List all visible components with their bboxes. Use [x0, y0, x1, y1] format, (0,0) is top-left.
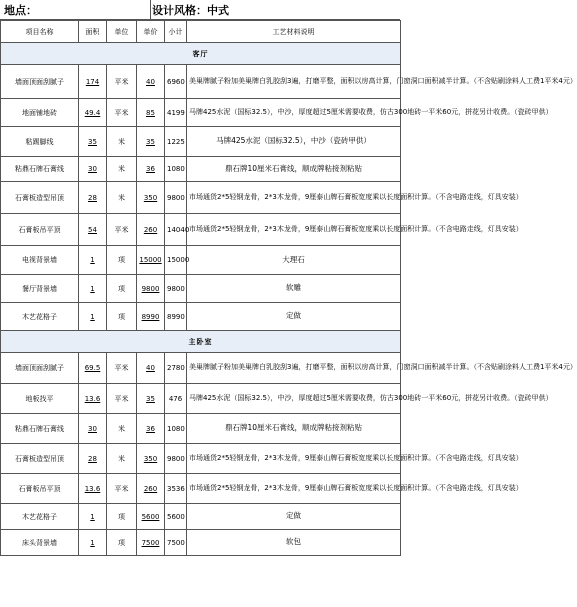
- area-cell: 54: [79, 214, 107, 246]
- unit-cell: 米: [107, 414, 137, 444]
- table-row: [1, 530, 401, 556]
- material-description-cell: 市场通货2*5轻钢龙骨，2*3木龙骨，9厘泰山牌石膏板宽度乘以长度面积计算。（不含电路走线，灯具安装）: [187, 444, 401, 474]
- item-name-cell: 石膏板造型吊顶: [1, 444, 79, 474]
- material-description-cell: 马牌425水泥（国标32.5），中沙，厚度超过5厘米需要收费，仿古300地砖一平米60元，拼花另计收费。（瓷砖甲供）: [187, 99, 401, 127]
- subtotal-cell: 6960: [165, 65, 187, 99]
- subtotal-cell: 7500: [165, 530, 187, 556]
- unit-price-cell: 36: [137, 414, 165, 444]
- item-name-cell: 木艺花格子: [1, 504, 79, 530]
- item-name-cell: 地面铺地砖: [1, 99, 79, 127]
- material-description-cell: 美巢牌腻子粉加美巢牌白乳胶刮3遍，打磨平整，面积以房高计算，门窗洞口面积减半计算。（不含贴刷涂料人工费1平米4元）: [187, 65, 401, 99]
- unit-price-cell: 260: [137, 214, 165, 246]
- item-name-cell: 粘鼎石牌石膏线: [1, 157, 79, 182]
- unit-cell: 项: [107, 275, 137, 303]
- column-header: 工艺材料说明: [187, 21, 401, 43]
- table-row: [1, 275, 401, 303]
- column-header: 面积: [79, 21, 107, 43]
- unit-cell: 项: [107, 504, 137, 530]
- item-name-cell: 墙面顶面刮腻子: [1, 65, 79, 99]
- unit-cell: 项: [107, 303, 137, 331]
- unit-cell: 平米: [107, 214, 137, 246]
- item-name-cell: 木艺花格子: [1, 303, 79, 331]
- title-divider: [150, 0, 151, 20]
- subtotal-cell: 2780: [165, 353, 187, 384]
- item-name-cell: 地板找平: [1, 384, 79, 414]
- material-description-cell: 鼎石牌10厘米石膏线，顺成牌粘接剂粘贴: [187, 414, 401, 444]
- unit-cell: 平米: [107, 65, 137, 99]
- area-cell: 174: [79, 65, 107, 99]
- material-description-cell: 马牌425水泥（国标32.5），中沙，厚度超过5厘米需要收费，仿古300地砖一平米60元，拼花另计收费。（瓷砖甲供）: [187, 384, 401, 414]
- material-description-cell: 定做: [187, 303, 401, 331]
- unit-price-cell: 5600: [137, 504, 165, 530]
- unit-cell: 米: [107, 444, 137, 474]
- unit-cell: 平米: [107, 353, 137, 384]
- section-title: 主卧室: [1, 331, 401, 353]
- table-row: [1, 127, 401, 157]
- table-row: [1, 474, 401, 504]
- area-cell: 28: [79, 182, 107, 214]
- area-cell: 1: [79, 275, 107, 303]
- material-description-cell: 鼎石牌10厘米石膏线，顺成牌粘接剂粘贴: [187, 157, 401, 182]
- subtotal-cell: 9800: [165, 275, 187, 303]
- material-description-cell: 大理石: [187, 246, 401, 275]
- table-row: [1, 384, 401, 414]
- subtotal-cell: 9800: [165, 182, 187, 214]
- unit-price-cell: 40: [137, 65, 165, 99]
- table-row: [1, 353, 401, 384]
- unit-cell: 米: [107, 182, 137, 214]
- subtotal-cell: 1225: [165, 127, 187, 157]
- area-cell: 35: [79, 127, 107, 157]
- area-cell: 30: [79, 157, 107, 182]
- unit-price-cell: 15000: [137, 246, 165, 275]
- subtotal-cell: 476: [165, 384, 187, 414]
- unit-cell: 米: [107, 157, 137, 182]
- area-cell: 49.4: [79, 99, 107, 127]
- item-name-cell: 粘鼎石牌石膏线: [1, 414, 79, 444]
- subtotal-cell: 8990: [165, 303, 187, 331]
- column-header: 单价: [137, 21, 165, 43]
- subtotal-cell: 5600: [165, 504, 187, 530]
- area-cell: 1: [79, 246, 107, 275]
- design-style-label: 设计风格：中式: [152, 4, 229, 17]
- material-description-cell: 美巢牌腻子粉加美巢牌白乳胶刮3遍，打磨平整，面积以房高计算，门窗洞口面积减半计算。（不含贴刷涂料人工费1平米4元）: [187, 353, 401, 384]
- item-name-cell: 墙面顶面刮腻子: [1, 353, 79, 384]
- subtotal-cell: 15000: [165, 246, 187, 275]
- material-description-cell: 市场通货2*5轻钢龙骨，2*3木龙骨，9厘泰山牌石膏板宽度乘以长度面积计算。（不含电路走线，灯具安装）: [187, 474, 401, 504]
- unit-price-cell: 9800: [137, 275, 165, 303]
- table-row: [1, 303, 401, 331]
- area-cell: 13.6: [79, 474, 107, 504]
- column-header: 小计: [165, 21, 187, 43]
- unit-cell: 项: [107, 246, 137, 275]
- subtotal-cell: 4199: [165, 99, 187, 127]
- unit-price-cell: 350: [137, 182, 165, 214]
- area-cell: 13.6: [79, 384, 107, 414]
- subtotal-cell: 3536: [165, 474, 187, 504]
- item-name-cell: 石膏板造型吊顶: [1, 182, 79, 214]
- unit-cell: 平米: [107, 99, 137, 127]
- table-row: [1, 214, 401, 246]
- unit-cell: 项: [107, 530, 137, 556]
- column-header: 项目名称: [1, 21, 79, 43]
- unit-cell: 平米: [107, 384, 137, 414]
- table-row: [1, 246, 401, 275]
- unit-price-cell: 350: [137, 444, 165, 474]
- table-row: [1, 65, 401, 99]
- area-cell: 30: [79, 414, 107, 444]
- subtotal-cell: 1080: [165, 414, 187, 444]
- section-title: 客厅: [1, 43, 401, 65]
- unit-price-cell: 260: [137, 474, 165, 504]
- unit-price-cell: 85: [137, 99, 165, 127]
- unit-price-cell: 8990: [137, 303, 165, 331]
- area-cell: 1: [79, 303, 107, 331]
- table-row: [1, 157, 401, 182]
- material-description-cell: 马牌425水泥（国标32.5），中沙（瓷砖甲供）: [187, 127, 401, 157]
- title-band: [0, 0, 400, 20]
- area-cell: 1: [79, 504, 107, 530]
- table-row: [1, 504, 401, 530]
- table-row: [1, 182, 401, 214]
- subtotal-cell: 14040: [165, 214, 187, 246]
- subtotal-cell: 1080: [165, 157, 187, 182]
- area-cell: 69.5: [79, 353, 107, 384]
- address-label: 地点：: [4, 4, 37, 17]
- unit-price-cell: 35: [137, 127, 165, 157]
- unit-price-cell: 40: [137, 353, 165, 384]
- subtotal-cell: 9800: [165, 444, 187, 474]
- table-row: [1, 414, 401, 444]
- unit-cell: 米: [107, 127, 137, 157]
- item-name-cell: 电视背景墙: [1, 246, 79, 275]
- material-description-cell: 市场通货2*5轻钢龙骨，2*3木龙骨，9厘泰山牌石膏板宽度乘以长度面积计算。（不含电路走线，灯具安装）: [187, 182, 401, 214]
- item-name-cell: 床头背景墙: [1, 530, 79, 556]
- item-name-cell: 粘踢脚线: [1, 127, 79, 157]
- unit-cell: 平米: [107, 474, 137, 504]
- table-row: [1, 444, 401, 474]
- quote-table: [0, 20, 577, 556]
- area-cell: 28: [79, 444, 107, 474]
- table-row: [1, 99, 401, 127]
- section-header-row: [1, 43, 401, 65]
- material-description-cell: 软包: [187, 530, 401, 556]
- item-name-cell: 石膏板吊平顶: [1, 474, 79, 504]
- unit-price-cell: 36: [137, 157, 165, 182]
- section-header-row: [1, 331, 401, 353]
- unit-price-cell: 7500: [137, 530, 165, 556]
- material-description-cell: 软雕: [187, 275, 401, 303]
- material-description-cell: 市场通货2*5轻钢龙骨，2*3木龙骨，9厘泰山牌石膏板宽度乘以长度面积计算。（不含电路走线，灯具安装）: [187, 214, 401, 246]
- item-name-cell: 餐厅背景墙: [1, 275, 79, 303]
- unit-price-cell: 35: [137, 384, 165, 414]
- item-name-cell: 石膏板吊平顶: [1, 214, 79, 246]
- material-description-cell: 定做: [187, 504, 401, 530]
- area-cell: 1: [79, 530, 107, 556]
- column-header-row: [1, 21, 401, 43]
- column-header: 单位: [107, 21, 137, 43]
